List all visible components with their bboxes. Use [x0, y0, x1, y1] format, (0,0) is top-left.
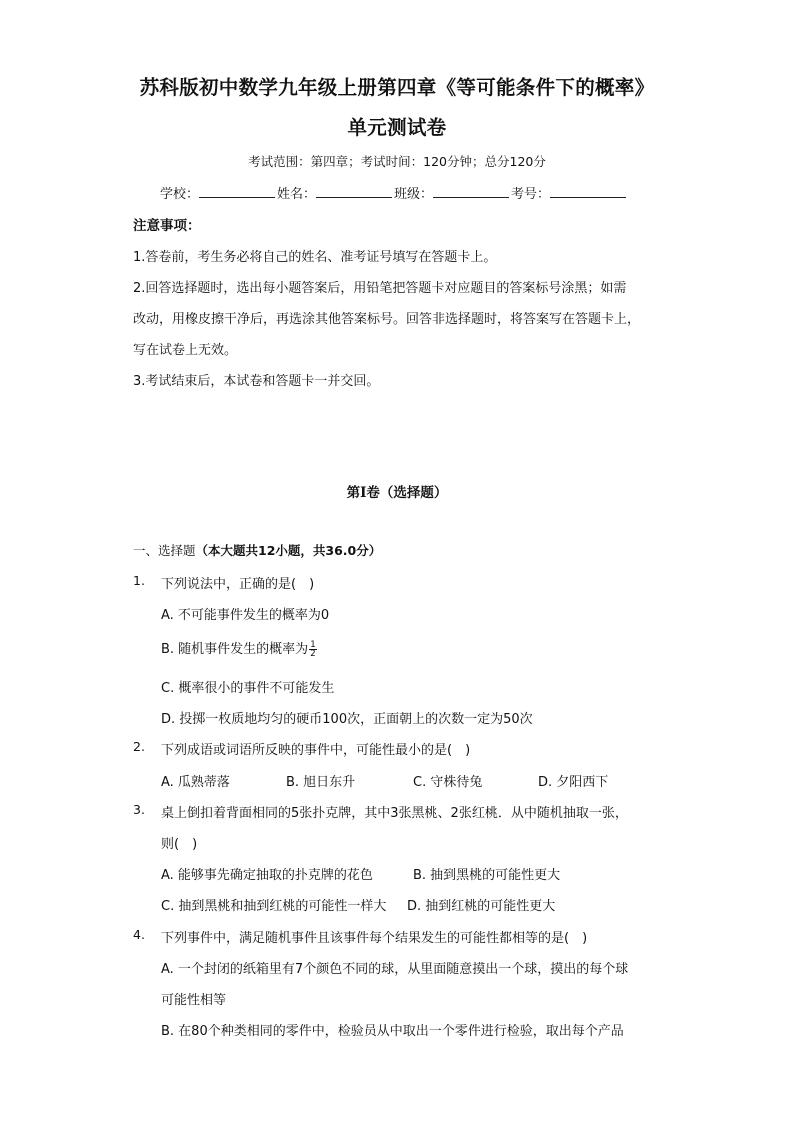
class-blank[interactable] [433, 185, 509, 198]
student-info-row [160, 183, 628, 202]
number-label: 考号： [511, 187, 551, 202]
note-item-1: 1.答卷前，考生务必将自己的姓名、准考证号填写在答题卡上。 [133, 250, 497, 265]
question-1-stem: 下列说法中，正确的是( ) [161, 577, 315, 592]
note-item-3: 3.考试结束后，本试卷和答题卡一并交回。 [133, 374, 380, 389]
notes-heading: 注意事项： [133, 218, 201, 234]
note-item-2-line2: 改动，用橡皮擦干净后，再选涂其他答案标号。回答非选择题时，将答案写在答题卡上， [133, 312, 641, 327]
volume-title: 第I卷（选择题） [346, 485, 448, 501]
question-2-stem: 下列成语或词语所反映的事件中，可能性最小的是( ) [161, 743, 471, 758]
question-2-option-c: C. 守株待兔 [413, 775, 483, 790]
option-b-text: B. 随机事件发生的概率为 [161, 642, 309, 657]
question-3-option-b: B. 抽到黑桃的可能性更大 [413, 868, 561, 883]
section-detail: （本大题共12小题，共36.0分） [195, 543, 382, 558]
question-3-option-a: A. 能够事先确定抽取的扑克牌的花色 [161, 868, 373, 883]
name-label: 姓名： [277, 187, 317, 202]
fraction-one-half: $\frac{1}{2}$ [310, 640, 316, 659]
note-item-2-line3: 写在试卷上无效。 [133, 343, 238, 358]
section-heading [133, 541, 381, 559]
school-blank[interactable] [199, 185, 275, 198]
page-title-line1: 苏科版初中数学九年级上册第四章《等可能条件下的概率》 [139, 76, 655, 99]
question-number: 4. [133, 927, 145, 942]
number-blank[interactable] [550, 185, 626, 198]
question-3-stem-line2: 则( ) [161, 837, 198, 852]
section-prefix: 一、选择题 [133, 543, 196, 558]
question-1-option-d: D. 投掷一枚质地均匀的硬币100次，正面朝上的次数一定为50次 [161, 712, 533, 727]
note-item-2-line1: 2.回答选择题时，选出每小题答案后，用铅笔把答题卡对应题目的答案标号涂黑；如需 [133, 281, 627, 296]
question-3-option-d: D. 抽到红桃的可能性更大 [407, 899, 556, 914]
page-title-line2: 单元测试卷 [347, 116, 447, 139]
question-1-option-c: C. 概率很小的事件不可能发生 [161, 681, 335, 696]
name-blank[interactable] [316, 185, 392, 198]
question-2-option-a: A. 瓜熟蒂落 [161, 775, 230, 790]
question-number: 1. [133, 573, 145, 588]
question-1-option-a: A. 不可能事件发生的概率为0 [161, 608, 330, 623]
exam-info: 考试范围：第四章；考试时间：120分钟；总分120分 [248, 154, 546, 169]
question-4-option-b-line1: B. 在80个种类相同的零件中，检验员从中取出一个零件进行检验，取出每个产品 [161, 1024, 624, 1039]
question-3-stem-line1: 桌上倒扣着背面相同的5张扑克牌，其中3张黑桃、2张红桃．从中随机抽取一张， [161, 806, 628, 821]
question-3-option-c: C. 抽到黑桃和抽到红桃的可能性一样大 [161, 899, 387, 914]
question-4-option-a-line1: A. 一个封闭的纸箱里有7个颜色不同的球，从里面随意摸出一个球，摸出的每个球 [161, 962, 629, 977]
school-label: 学校： [160, 187, 200, 202]
question-4-stem: 下列事件中，满足随机事件且该事件每个结果发生的可能性都相等的是( ) [161, 931, 588, 946]
class-label: 班级： [394, 187, 434, 202]
question-4-option-a-line2: 可能性相等 [161, 993, 227, 1008]
question-2-option-d: D. 夕阳西下 [538, 775, 609, 790]
question-2-option-b: B. 旭日东升 [286, 775, 356, 790]
question-1-option-b [161, 638, 317, 658]
question-number: 2. [133, 739, 145, 754]
question-number: 3. [133, 802, 145, 817]
